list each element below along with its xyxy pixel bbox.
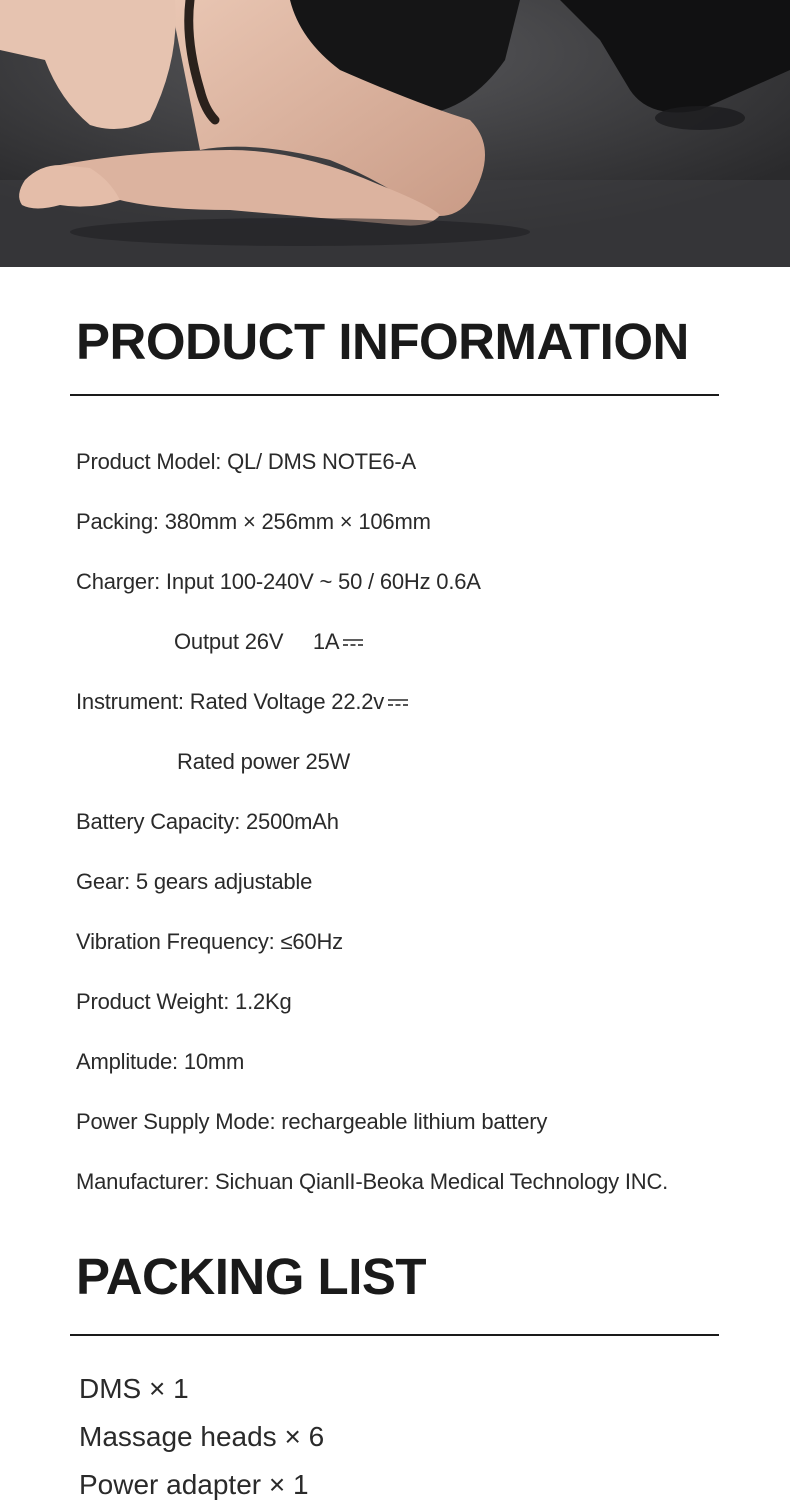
dc-current-icon <box>388 698 408 708</box>
spec-instrument-voltage <box>76 691 408 713</box>
spec-rated-power: Rated power 25W <box>177 749 351 774</box>
spec-product-weight: Product Weight: 1.2Kg <box>76 989 292 1014</box>
packing-item: Massage heads × 6 <box>79 1421 325 1452</box>
packing-divider <box>70 1334 719 1336</box>
spec-power-supply-mode: Power Supply Mode: rechargeable lithium battery <box>76 1109 548 1134</box>
spec-charger-input: Charger: Input 100-240V ~ 50 / 60Hz 0.6A <box>76 569 481 594</box>
hero-photo <box>0 0 790 267</box>
product-information-title: PRODUCT INFORMATION <box>76 313 689 370</box>
spec-amplitude: Amplitude: 10mm <box>76 1049 245 1074</box>
spec-charger-output-text: Output 26V 1A <box>174 629 340 654</box>
title-divider <box>70 394 719 396</box>
spec-manufacturer: Manufacturer: Sichuan QianlI-Beoka Medical Technology INC. <box>76 1169 669 1194</box>
packing-list-title: PACKING LIST <box>76 1248 427 1305</box>
spec-product-model: Product Model: QL/ DMS NOTE6-A <box>76 449 416 474</box>
spec-instrument-voltage-text: Instrument: Rated Voltage 22.2v <box>76 689 385 714</box>
spec-charger-output <box>174 631 363 653</box>
spec-gear: Gear: 5 gears adjustable <box>76 869 313 894</box>
packing-item: Power adapter × 1 <box>79 1469 309 1500</box>
spec-battery-capacity: Battery Capacity: 2500mAh <box>76 809 339 834</box>
woman-lying-on-floor-photo <box>0 0 790 267</box>
spec-vibration-frequency: Vibration Frequency: ≤60Hz <box>76 929 343 954</box>
spec-packing: Packing: 380mm × 256mm × 106mm <box>76 509 431 534</box>
dc-current-icon <box>343 638 363 648</box>
packing-item: DMS × 1 <box>79 1373 189 1404</box>
